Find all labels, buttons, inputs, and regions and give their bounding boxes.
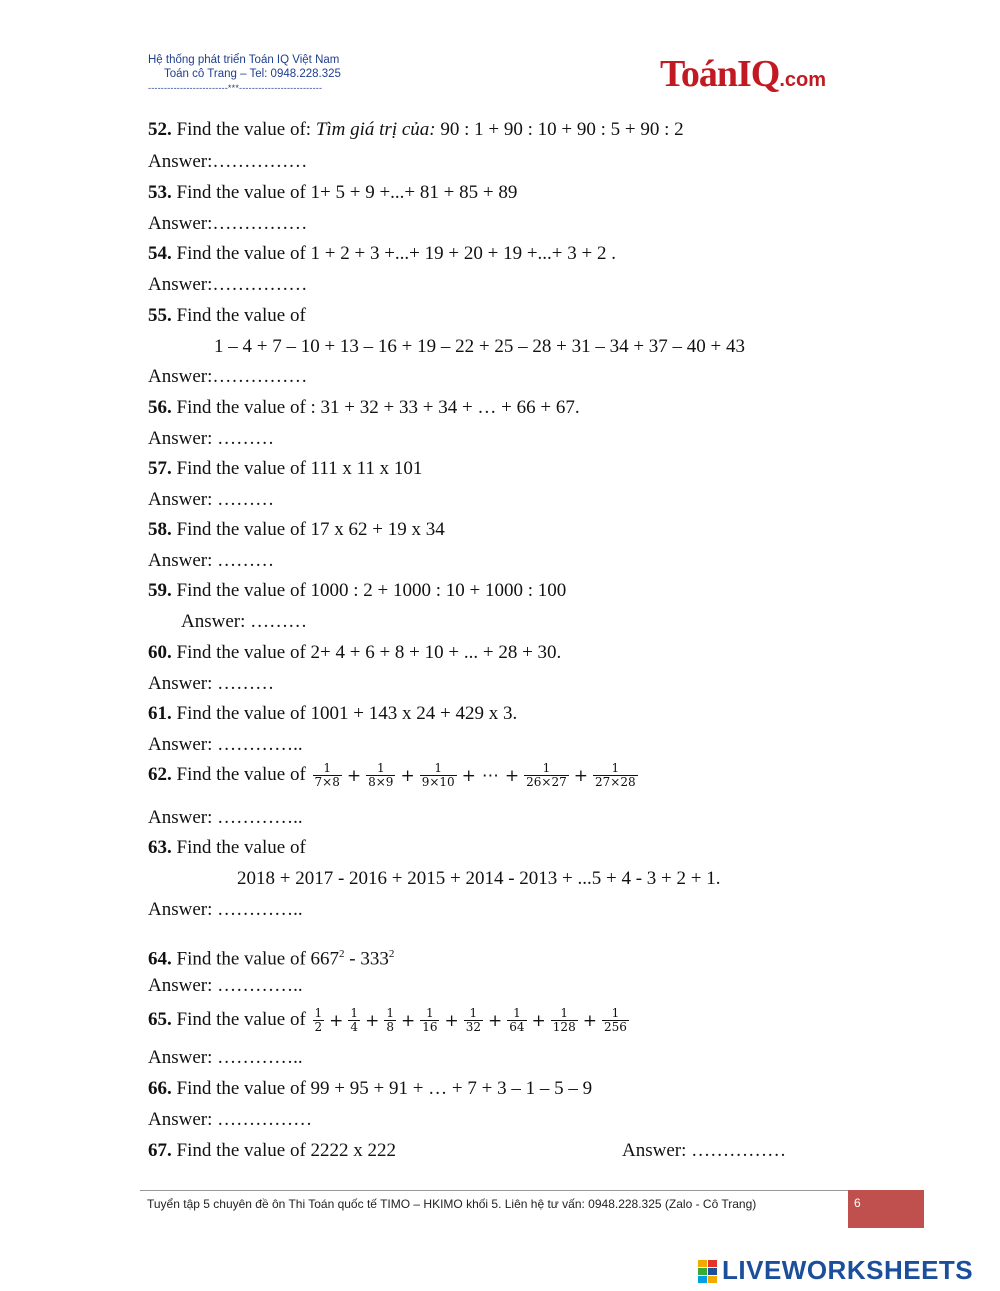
fraction: $\frac{1}{2}$ <box>314 1006 323 1034</box>
question-text: Find the value of 2222 x 222 <box>176 1140 397 1161</box>
answer-60[interactable]: Answer: ……… <box>148 673 275 694</box>
question-text-mid: - 333 <box>344 948 389 970</box>
plus-sign: + <box>329 1010 344 1031</box>
question-text: Find the value of 2+ 4 + 6 + 8 + 10 + ... + 28 + 30. <box>176 642 562 663</box>
header-line-3: -------------------------***-------------------------- <box>148 83 323 93</box>
header-line-1: Hệ thống phát triển Toán IQ Việt Nam <box>148 54 340 66</box>
question-number: 66. <box>148 1078 172 1099</box>
question-number: 53. <box>148 182 172 203</box>
question-text: Find the value of 1 + 2 + 3 +...+ 19 + 20 + 19 +...+ 3 + 2 . <box>176 243 616 264</box>
question-text: Find the value of <box>176 763 306 785</box>
answer-63[interactable]: Answer: ………….. <box>148 899 303 920</box>
plus-sign: + <box>346 765 362 786</box>
question-text: Find the value of <box>176 1008 306 1030</box>
answer-61[interactable]: Answer: ………….. <box>148 734 303 755</box>
question-number: 60. <box>148 642 172 663</box>
plus-sign: + <box>444 1010 459 1031</box>
header-info <box>148 53 341 95</box>
answer-57[interactable]: Answer: ……… <box>148 489 275 510</box>
question-64 <box>148 942 394 971</box>
question-67 <box>148 1139 396 1163</box>
fraction: $\frac{1}{8}$ <box>386 1006 394 1034</box>
question-60 <box>148 641 561 665</box>
question-text: Find the value of : 31 + 32 + 33 + 34 + … + 66 + 67. <box>176 397 580 418</box>
question-number: 56. <box>148 397 172 418</box>
question-number: 67. <box>148 1140 172 1161</box>
question-53 <box>148 181 517 205</box>
plus-sign: + <box>400 1010 416 1031</box>
answer-67[interactable]: Answer: …………… <box>622 1140 787 1161</box>
question-number: 55. <box>148 305 172 326</box>
fraction: $\frac{1}{128}$ <box>552 1006 576 1034</box>
answer-66[interactable]: Answer: …………… <box>148 1109 313 1130</box>
question-66 <box>148 1077 592 1101</box>
plus-sign: + <box>504 765 520 786</box>
question-61 <box>148 702 517 726</box>
question-text: Find the value of 1001 + 143 x 24 + 429 x 3. <box>176 703 518 724</box>
question-text-vi: Tìm giá trị của: <box>315 119 436 140</box>
liveworksheets-watermark <box>698 1255 973 1286</box>
question-text: Find the value of <box>176 305 306 326</box>
answer-64[interactable]: Answer: ………….. <box>148 975 303 996</box>
question-63-expression: 2018 + 2017 - 2016 + 2015 + 2014 - 2013 + ...5 + 4 - 3 + 2 + 1. <box>237 868 721 889</box>
question-text: Find the value of 667 <box>176 948 340 970</box>
fraction: $\frac{1}{64}$ <box>509 1006 525 1034</box>
question-text: Find the value of 17 x 62 + 19 x 34 <box>176 519 445 540</box>
question-55-expression: 1 – 4 + 7 – 10 + 13 – 16 + 19 – 22 + 25 – 28 + 31 – 34 + 37 – 40 + 43 <box>214 336 746 357</box>
answer-56[interactable]: Answer: ……… <box>148 428 275 449</box>
exponent: 2 <box>339 948 345 960</box>
fraction: $\frac{1}{8\times 9}$ <box>368 761 394 789</box>
question-63 <box>148 836 306 860</box>
question-number: 58. <box>148 519 172 540</box>
question-57 <box>148 457 422 481</box>
page-number: 6 <box>848 1190 924 1228</box>
question-number: 59. <box>148 580 172 601</box>
plus-sign: + <box>461 765 476 786</box>
exponent: 2 <box>388 948 395 960</box>
liveworksheets-logo-icon <box>698 1260 718 1284</box>
question-number: 64. <box>148 948 172 970</box>
answer-62[interactable]: Answer: ………….. <box>148 807 303 828</box>
fraction: $\frac{1}{27\times 28}$ <box>595 761 636 789</box>
liveworksheets-text: LIVEWORKSHEETS <box>722 1255 974 1285</box>
question-text: Find the value of <box>176 837 306 858</box>
question-text: Find the value of 111 x 11 x 101 <box>176 458 423 479</box>
question-number: 52. <box>148 119 172 140</box>
question-54 <box>148 242 616 266</box>
logo-main: ToánIQ <box>660 53 780 95</box>
question-number: 57. <box>148 458 172 479</box>
plus-sign: + <box>582 1010 597 1031</box>
answer-55[interactable]: Answer:…………… <box>148 366 308 387</box>
fraction: $\frac{1}{9\times 10}$ <box>421 761 455 789</box>
fraction: $\frac{1}{7\times 8}$ <box>314 761 340 789</box>
question-number: 63. <box>148 837 172 858</box>
plus-sign: + <box>531 1010 546 1031</box>
question-55 <box>148 304 306 328</box>
answer-52[interactable]: Answer:…………… <box>148 151 308 172</box>
question-expr: 90 : 1 + 90 : 10 + 90 : 5 + 90 : 2 <box>435 119 684 140</box>
question-56 <box>148 396 580 420</box>
fraction: $\frac{1}{16}$ <box>422 1006 438 1034</box>
plus-sign: + <box>400 765 415 786</box>
question-59 <box>148 579 566 603</box>
question-number: 65. <box>148 1008 172 1030</box>
answer-58[interactable]: Answer: ……… <box>148 550 275 571</box>
answer-53[interactable]: Answer:…………… <box>148 213 308 234</box>
question-text: Find the value of 1+ 5 + 9 +...+ 81 + 85 + 89 <box>176 182 518 203</box>
question-number: 54. <box>148 243 172 264</box>
plus-sign: + <box>573 765 588 786</box>
plus-sign: + <box>365 1010 380 1031</box>
fraction: $\frac{1}{32}$ <box>465 1006 482 1034</box>
fraction: $\frac{1}{256}$ <box>603 1006 627 1034</box>
question-text: Find the value of: <box>176 119 316 140</box>
question-number: 61. <box>148 703 172 724</box>
answer-65[interactable]: Answer: ………….. <box>148 1047 303 1068</box>
fraction: $\frac{1}{26\times 27}$ <box>526 761 567 789</box>
question-text: Find the value of 99 + 95 + 91 + … + 7 + 3 – 1 – 5 – 9 <box>176 1078 593 1099</box>
footer-text: Tuyển tập 5 chuyên đề ôn Thi Toán quốc tế TIMO – HKIMO khối 5. Liên hệ tư vấn: 0948.228.325 (Zalo - Cô Trang) <box>147 1197 757 1211</box>
question-58 <box>148 518 445 542</box>
question-number: 62. <box>148 763 172 785</box>
answer-54[interactable]: Answer:…………… <box>148 274 308 295</box>
question-62 <box>148 762 640 789</box>
answer-59[interactable]: Answer: ……… <box>181 611 308 632</box>
header-line-2: Toán cô Trang – Tel: 0948.228.325 <box>164 68 341 80</box>
toaniq-logo <box>660 52 826 96</box>
logo-domain: .com <box>779 69 827 91</box>
fraction: $\frac{1}{4}$ <box>350 1006 359 1034</box>
footer-divider <box>140 1190 850 1191</box>
question-65 <box>148 1007 631 1034</box>
question-52 <box>148 118 684 142</box>
ellipsis: ⋯ <box>481 765 499 786</box>
question-text: Find the value of 1000 : 2 + 1000 : 10 + 1000 : 100 <box>176 580 567 601</box>
plus-sign: + <box>488 1010 503 1031</box>
